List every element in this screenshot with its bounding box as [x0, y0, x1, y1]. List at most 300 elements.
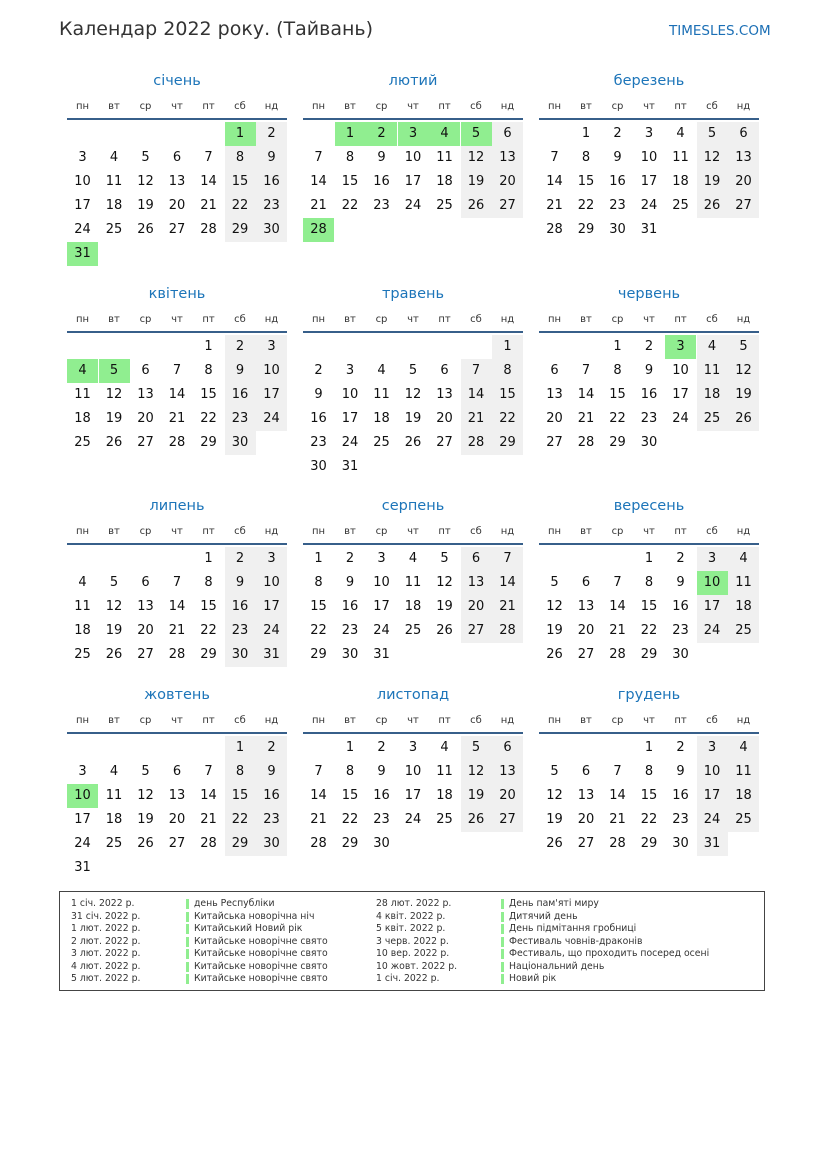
month-divider — [67, 118, 287, 120]
day-cell: 22 — [640, 812, 658, 827]
day-cell: 5 — [109, 575, 119, 590]
day-cell: 5 — [141, 764, 150, 779]
weekday-label: пт — [202, 526, 215, 537]
day-cell: 15 — [225, 170, 256, 194]
weekday-label: сб — [706, 314, 718, 325]
weekday-label: пт — [674, 314, 687, 325]
day-cell: 2 — [676, 551, 685, 566]
day-cell: 26 — [404, 435, 422, 450]
day-cell: 31 — [256, 643, 287, 667]
day-cell: 1 — [204, 339, 213, 354]
legend-holiday-marker — [501, 949, 504, 959]
day-cell: 29 — [310, 647, 327, 662]
day-cell: 12 — [546, 788, 563, 803]
day-cell: 13 — [137, 387, 154, 402]
day-cell: 31 — [697, 832, 728, 856]
weekday-label: ср — [611, 314, 624, 325]
day-cell: 22 — [341, 812, 359, 827]
day-cell: 4 — [676, 126, 685, 141]
day-cell: 24 — [404, 812, 422, 827]
day-cell: 29 — [492, 431, 523, 455]
weekday-label: сб — [706, 715, 718, 726]
weekday-label: пт — [674, 526, 687, 537]
day-cell: 5 — [550, 575, 559, 590]
day-cell: 23 — [373, 198, 390, 213]
weekday-header — [303, 101, 523, 115]
day-cell: 16 — [225, 383, 256, 407]
day-cell: 9 — [613, 150, 622, 165]
day-cell: 16 — [373, 788, 390, 803]
day-cell: 11 — [728, 760, 759, 784]
weekday-label: вт — [108, 101, 120, 112]
day-cell: 29 — [640, 647, 658, 662]
weekday-header — [539, 715, 759, 729]
day-cell: 13 — [436, 387, 453, 402]
day-cell: 4 — [440, 740, 449, 755]
weekday-label: чт — [171, 101, 183, 112]
day-cell: 21 — [168, 623, 186, 638]
day-cell: 9 — [644, 363, 654, 378]
day-cell: 26 — [436, 623, 453, 638]
day-cell: 6 — [728, 122, 759, 146]
day-cell: 29 — [200, 647, 217, 662]
day-cell: 28 — [168, 647, 186, 662]
day-cell: 10 — [640, 150, 658, 165]
weekday-label: сб — [706, 526, 718, 537]
day-cell: 29 — [640, 836, 658, 851]
weekday-label: сб — [706, 101, 718, 112]
weekday-label: нд — [736, 526, 751, 537]
day-cell: 17 — [404, 788, 422, 803]
legend-holiday-name: Китайське новорічне свято — [194, 973, 328, 984]
day-cell: 7 — [172, 363, 182, 378]
day-cell: 6 — [492, 122, 523, 146]
day-cell: 3 — [256, 547, 287, 571]
month-divider — [67, 732, 287, 734]
day-cell: 25 — [728, 808, 759, 832]
day-cell: 3 — [644, 126, 654, 141]
day-cell: 19 — [137, 198, 154, 213]
day-cell: 30 — [256, 218, 287, 242]
month-6 — [539, 286, 759, 476]
month-11 — [303, 687, 523, 877]
day-cell: 4 — [78, 575, 87, 590]
legend-holiday-name: Китайське новорічне свято — [194, 935, 328, 947]
day-cell: 27 — [728, 194, 759, 218]
day-cell: 6 — [440, 363, 449, 378]
day-cell: 14 — [310, 788, 327, 803]
day-cell: 29 — [225, 832, 256, 856]
day-cell: 16 — [341, 599, 359, 614]
day-cell: 20 — [492, 170, 523, 194]
day-cell: 29 — [609, 435, 626, 450]
day-cell: 30 — [310, 459, 327, 474]
day-cell: 16 — [225, 595, 256, 619]
month-name: січень — [153, 73, 201, 89]
month-10 — [67, 687, 287, 877]
weekday-label: пт — [438, 715, 451, 726]
day-cell: 31 — [74, 860, 91, 875]
day-cell: 28 — [168, 435, 186, 450]
day-cell: 16 — [256, 170, 287, 194]
day-cell: 14 — [546, 174, 563, 189]
day-cell: 17 — [672, 387, 689, 402]
day-cell: 9 — [256, 760, 287, 784]
day-cell: 26 — [137, 836, 154, 851]
day-cell: 25 — [728, 619, 759, 643]
day-cell: 11 — [728, 571, 759, 595]
day-cell: 2 — [256, 122, 287, 146]
month-divider — [303, 331, 523, 333]
day-cell: 15 — [341, 174, 359, 189]
day-cell: 15 — [577, 174, 595, 189]
weekday-label: пн — [547, 101, 562, 112]
day-cell: 28 — [546, 222, 563, 237]
legend-date: 1 січ. 2022 р. — [71, 898, 135, 909]
day-cell: 30 — [672, 647, 689, 662]
day-cell: 14 — [609, 599, 626, 614]
legend-holiday-name: День пам'яті миру — [509, 898, 599, 909]
weekday-header — [67, 715, 287, 729]
day-cell: 22 — [492, 407, 523, 431]
weekday-label: пн — [75, 526, 90, 537]
day-cell: 20 — [577, 623, 595, 638]
weekday-label: пт — [438, 314, 451, 325]
weekday-label: ср — [611, 715, 624, 726]
holiday-day: 28 — [303, 218, 334, 242]
weekday-label: пн — [547, 314, 562, 325]
day-cell: 30 — [225, 431, 256, 455]
weekday-label: сб — [470, 715, 482, 726]
day-cell: 22 — [310, 623, 327, 638]
day-cell: 21 — [310, 198, 327, 213]
day-cell: 15 — [640, 599, 658, 614]
day-cell: 7 — [204, 764, 213, 779]
weekday-label: вт — [580, 101, 592, 112]
day-cell: 20 — [436, 411, 453, 426]
day-cell: 11 — [672, 150, 689, 165]
day-cell: 8 — [644, 575, 654, 590]
legend-holiday-marker — [501, 912, 504, 922]
legend-holiday-marker — [501, 962, 504, 972]
month-divider — [303, 732, 523, 734]
day-cell: 7 — [314, 150, 323, 165]
day-cell: 17 — [697, 784, 728, 808]
weekday-label: нд — [736, 314, 751, 325]
month-name: грудень — [617, 687, 681, 703]
day-cell: 6 — [461, 547, 492, 571]
day-cell: 11 — [404, 575, 422, 590]
weekday-label: чт — [407, 314, 419, 325]
weekday-label: нд — [264, 715, 279, 726]
weekday-label: пт — [674, 715, 687, 726]
legend-holiday-marker — [186, 974, 189, 984]
day-cell: 13 — [461, 571, 492, 595]
weekday-label: пн — [75, 715, 90, 726]
legend-holiday-marker — [186, 949, 189, 959]
month-divider — [539, 732, 759, 734]
day-cell: 10 — [256, 359, 287, 383]
day-cell: 22 — [225, 808, 256, 832]
day-cell: 15 — [310, 599, 327, 614]
weekday-label: сб — [470, 526, 482, 537]
day-cell: 6 — [550, 363, 559, 378]
weekday-label: пн — [311, 314, 326, 325]
day-cell: 23 — [225, 619, 256, 643]
day-cell: 28 — [577, 435, 595, 450]
day-cell: 28 — [609, 647, 626, 662]
day-cell: 23 — [640, 411, 658, 426]
day-cell: 26 — [546, 647, 563, 662]
day-cell: 22 — [577, 198, 595, 213]
month-name: серпень — [381, 498, 445, 514]
day-cell: 29 — [341, 836, 359, 851]
day-cell: 14 — [577, 387, 595, 402]
day-cell: 26 — [546, 836, 563, 851]
weekday-label: ср — [139, 715, 152, 726]
weekday-label: пт — [674, 101, 687, 112]
day-cell: 6 — [492, 736, 523, 760]
weekday-label: нд — [736, 715, 751, 726]
day-cell: 24 — [74, 836, 91, 851]
day-cell: 16 — [310, 411, 327, 426]
holiday-day: 1 — [225, 122, 256, 146]
weekday-label: пн — [75, 101, 90, 112]
day-cell: 23 — [672, 623, 689, 638]
day-cell: 21 — [609, 812, 626, 827]
day-cell: 12 — [137, 174, 154, 189]
day-cell: 4 — [377, 363, 386, 378]
day-cell: 11 — [105, 174, 123, 189]
legend-holiday-marker — [186, 912, 189, 922]
day-cell: 22 — [200, 411, 217, 426]
weekday-label: нд — [264, 101, 279, 112]
legend-date: 5 квіт. 2022 р. — [376, 923, 446, 934]
day-cell: 4 — [109, 150, 119, 165]
day-cell: 17 — [373, 599, 390, 614]
month-divider — [539, 543, 759, 545]
day-cell: 5 — [440, 551, 449, 566]
day-cell: 23 — [672, 812, 689, 827]
day-cell: 21 — [577, 411, 595, 426]
day-cell: 13 — [492, 146, 523, 170]
day-cell: 12 — [436, 575, 453, 590]
day-cell: 8 — [204, 363, 213, 378]
day-cell: 19 — [728, 383, 759, 407]
day-cell: 9 — [225, 359, 256, 383]
day-cell: 8 — [314, 575, 323, 590]
day-cell: 29 — [200, 435, 217, 450]
holiday-day: 4 — [429, 122, 460, 146]
month-divider — [67, 543, 287, 545]
day-cell: 3 — [256, 335, 287, 359]
weekday-label: чт — [171, 715, 183, 726]
day-cell: 16 — [373, 174, 390, 189]
day-cell: 8 — [225, 146, 256, 170]
day-cell: 18 — [74, 623, 91, 638]
day-cell: 24 — [256, 619, 287, 643]
day-cell: 18 — [105, 812, 123, 827]
month-name: червень — [617, 286, 681, 302]
day-cell: 31 — [640, 222, 658, 237]
month-8 — [303, 498, 523, 688]
day-cell: 27 — [461, 619, 492, 643]
legend-holiday-name: Китайська новорічна ніч — [194, 910, 315, 922]
day-cell: 8 — [492, 359, 523, 383]
day-cell: 27 — [168, 836, 186, 851]
day-cell: 18 — [105, 198, 123, 213]
day-cell: 29 — [577, 222, 595, 237]
weekday-label: пн — [311, 526, 326, 537]
weekday-label: чт — [643, 314, 655, 325]
weekday-label: чт — [171, 314, 183, 325]
holiday-day: 10 — [697, 571, 728, 595]
day-cell: 3 — [377, 551, 386, 566]
day-cell: 21 — [200, 812, 217, 827]
day-cell: 24 — [672, 411, 689, 426]
day-cell: 3 — [345, 363, 355, 378]
holiday-day: 2 — [366, 122, 397, 146]
day-cell: 23 — [256, 194, 287, 218]
day-cell: 3 — [78, 150, 87, 165]
site-link[interactable]: TIMESLES.COM — [669, 23, 771, 39]
day-cell: 13 — [168, 174, 186, 189]
day-cell: 25 — [436, 812, 453, 827]
day-cell: 5 — [697, 122, 728, 146]
day-cell: 22 — [609, 411, 626, 426]
day-cell: 14 — [168, 599, 186, 614]
day-cell: 20 — [137, 411, 154, 426]
holiday-legend — [59, 891, 765, 991]
day-cell: 31 — [341, 459, 359, 474]
day-cell: 10 — [256, 571, 287, 595]
legend-holiday-marker — [186, 937, 189, 947]
day-cell: 4 — [728, 547, 759, 571]
weekday-header — [67, 314, 287, 328]
day-cell: 8 — [345, 764, 355, 779]
day-cell: 7 — [550, 150, 559, 165]
day-cell: 20 — [168, 198, 186, 213]
weekday-header — [303, 526, 523, 540]
day-cell: 19 — [137, 812, 154, 827]
day-cell: 21 — [200, 198, 217, 213]
day-cell: 25 — [74, 435, 91, 450]
day-cell: 17 — [404, 174, 422, 189]
day-cell: 3 — [78, 764, 87, 779]
legend-date: 10 жовт. 2022 р. — [376, 960, 458, 972]
month-divider — [539, 331, 759, 333]
day-cell: 24 — [74, 222, 91, 237]
day-cell: 3 — [408, 740, 418, 755]
page-title: Календар 2022 року. (Тайвань) — [59, 18, 374, 40]
day-cell: 1 — [581, 126, 591, 141]
day-cell: 9 — [256, 146, 287, 170]
day-cell: 27 — [577, 836, 595, 851]
day-cell: 14 — [492, 571, 523, 595]
holiday-day: 31 — [67, 242, 98, 266]
weekday-label: вт — [344, 526, 356, 537]
day-cell: 22 — [200, 623, 217, 638]
day-cell: 24 — [256, 407, 287, 431]
day-cell: 20 — [461, 595, 492, 619]
day-cell: 12 — [697, 146, 728, 170]
legend-holiday-name: Фестиваль човнів-драконів — [509, 935, 643, 947]
weekday-label: ср — [611, 526, 624, 537]
day-cell: 11 — [436, 150, 453, 165]
day-cell: 20 — [492, 784, 523, 808]
day-cell: 23 — [341, 623, 359, 638]
day-cell: 2 — [225, 547, 256, 571]
day-cell: 7 — [314, 764, 323, 779]
day-cell: 20 — [577, 812, 595, 827]
day-cell: 18 — [404, 599, 422, 614]
month-1 — [67, 73, 287, 263]
day-cell: 21 — [609, 623, 626, 638]
weekday-label: нд — [736, 101, 751, 112]
day-cell: 27 — [492, 808, 523, 832]
day-cell: 11 — [74, 387, 91, 402]
weekday-header — [539, 101, 759, 115]
weekday-label: чт — [643, 526, 655, 537]
day-cell: 10 — [74, 174, 91, 189]
weekday-label: нд — [264, 526, 279, 537]
day-cell: 19 — [436, 599, 453, 614]
day-cell: 12 — [105, 599, 123, 614]
weekday-label: ср — [139, 526, 152, 537]
day-cell: 10 — [404, 150, 422, 165]
day-cell: 21 — [310, 812, 327, 827]
legend-date: 3 черв. 2022 р. — [376, 935, 449, 947]
day-cell: 28 — [492, 619, 523, 643]
day-cell: 22 — [640, 623, 658, 638]
day-cell: 13 — [577, 599, 595, 614]
day-cell: 26 — [105, 647, 123, 662]
weekday-header — [303, 314, 523, 328]
day-cell: 25 — [697, 407, 728, 431]
day-cell: 19 — [105, 411, 123, 426]
day-cell: 21 — [461, 407, 492, 431]
weekday-label: сб — [234, 526, 246, 537]
day-cell: 11 — [373, 387, 390, 402]
day-cell: 14 — [461, 383, 492, 407]
weekday-label: вт — [580, 715, 592, 726]
day-cell: 17 — [697, 595, 728, 619]
day-cell: 7 — [172, 575, 182, 590]
month-name: травень — [381, 286, 445, 302]
legend-holiday-marker — [501, 924, 504, 934]
day-cell: 24 — [341, 435, 359, 450]
day-cell: 15 — [341, 788, 359, 803]
day-cell: 30 — [225, 643, 256, 667]
legend-holiday-name: Дитячий день — [509, 910, 578, 922]
day-cell: 20 — [546, 411, 563, 426]
day-cell: 25 — [404, 623, 422, 638]
day-cell: 9 — [225, 571, 256, 595]
day-cell: 13 — [546, 387, 563, 402]
holiday-day: 1 — [335, 122, 366, 146]
legend-holiday-marker — [186, 924, 189, 934]
month-divider — [303, 118, 523, 120]
day-cell: 6 — [172, 764, 182, 779]
day-cell: 4 — [408, 551, 418, 566]
day-cell: 9 — [377, 764, 386, 779]
day-cell: 19 — [461, 170, 492, 194]
weekday-label: пт — [438, 101, 451, 112]
day-cell: 8 — [204, 575, 213, 590]
day-cell: 9 — [345, 575, 355, 590]
day-cell: 16 — [609, 174, 626, 189]
day-cell: 2 — [256, 736, 287, 760]
